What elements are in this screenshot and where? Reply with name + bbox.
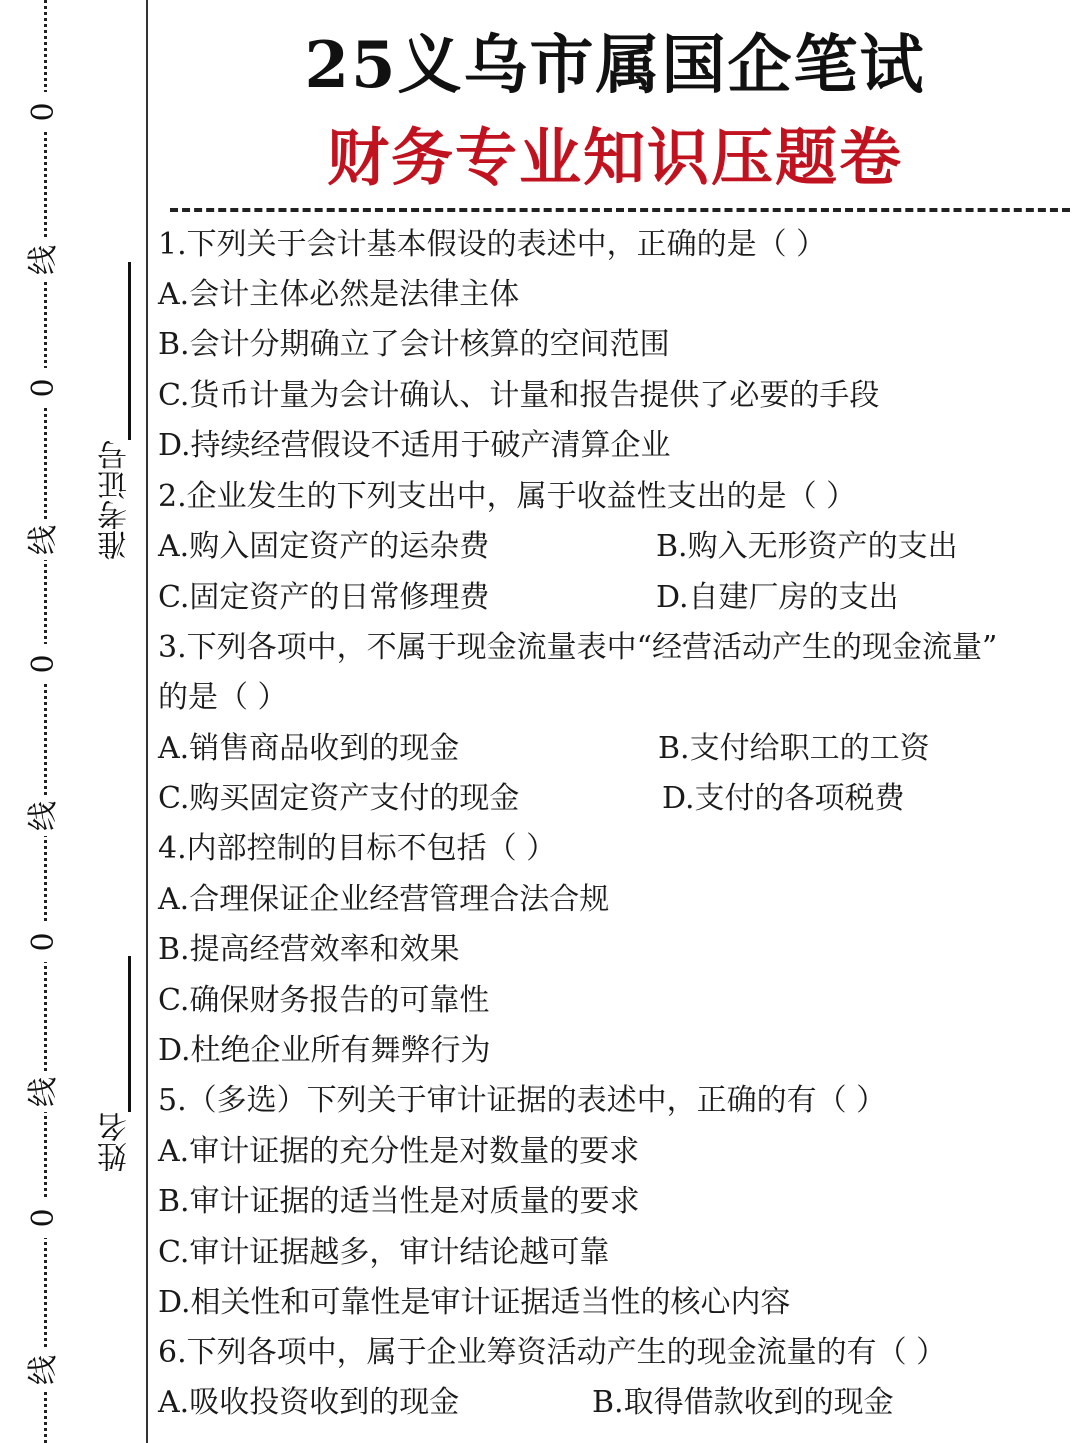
question-3-option-d: D.支付的各项税费 xyxy=(662,781,905,816)
page-title: 25义乌市属国企笔试 xyxy=(304,28,926,103)
margin-circle-mark: 0 xyxy=(24,368,64,408)
question-3-option-a: A.销售商品收到的现金 xyxy=(158,731,460,766)
margin-divider xyxy=(146,0,148,1443)
question-4-stem: 4.内部控制的目标不包括（ ） xyxy=(158,831,557,866)
question-1-option-b: B.会计分期确立了会计核算的空间范围 xyxy=(158,327,670,362)
question-5-option-a: A.审计证据的充分性是对数量的要求 xyxy=(158,1134,640,1169)
question-2-option-a: A.购入固定资产的运杂费 xyxy=(158,529,490,564)
margin-line-mark: 线 xyxy=(24,520,64,560)
dashed-divider xyxy=(170,208,1070,212)
question-5-option-d: D.相关性和可靠性是审计证据适当性的核心内容 xyxy=(158,1285,791,1320)
binding-margin xyxy=(0,0,148,1443)
question-1-stem: 1.下列关于会计基本假设的表述中，正确的是（ ） xyxy=(158,227,827,262)
question-2-option-d: D.自建厂房的支出 xyxy=(656,580,899,615)
question-2-option-c: C.固定资产的日常修理费 xyxy=(158,580,490,615)
question-6-option-a: A.吸收投资收到的现金 xyxy=(158,1385,460,1420)
question-3-stem-continued: 的是（ ） xyxy=(158,680,288,715)
question-6-option-b: B.取得借款收到的现金 xyxy=(592,1385,894,1420)
margin-circle-mark: 0 xyxy=(24,644,64,684)
question-1-option-d: D.持续经营假设不适用于破产清算企业 xyxy=(158,428,671,463)
margin-circle-mark: 0 xyxy=(24,92,64,132)
name-label: 姓名 xyxy=(98,1112,133,1172)
exam-id-label: 准考证号 xyxy=(98,440,133,560)
question-4-option-c: C.确保财务报告的可靠性 xyxy=(158,983,490,1018)
question-1-option-c: C.货币计量为会计确认、计量和报告提供了必要的手段 xyxy=(158,378,880,413)
question-4-option-d: D.杜绝企业所有舞弊行为 xyxy=(158,1033,491,1068)
question-3-option-b: B.支付给职工的工资 xyxy=(658,731,930,766)
exam-id-fill-line xyxy=(128,262,131,440)
margin-circle-mark: 0 xyxy=(24,922,64,962)
question-5-option-c: C.审计证据越多，审计结论越可靠 xyxy=(158,1235,610,1270)
margin-line-mark: 线 xyxy=(24,1072,64,1112)
margin-circle-mark: 0 xyxy=(24,1198,64,1238)
question-4-option-a: A.合理保证企业经营管理合法合规 xyxy=(158,882,610,917)
question-3-stem: 3.下列各项中，不属于现金流量表中“经营活动产生的现金流量” xyxy=(158,630,998,665)
margin-line-mark: 线 xyxy=(24,240,64,280)
margin-line-mark: 线 xyxy=(24,796,64,836)
question-1-option-a: A.会计主体必然是法律主体 xyxy=(158,277,520,312)
name-fill-line xyxy=(128,956,131,1112)
question-5-option-b: B.审计证据的适当性是对质量的要求 xyxy=(158,1184,640,1219)
question-2-option-b: B.购入无形资产的支出 xyxy=(656,529,958,564)
question-3-option-c: C.购买固定资产支付的现金 xyxy=(158,781,520,816)
question-2-stem: 2.企业发生的下列支出中，属于收益性支出的是（ ） xyxy=(158,479,857,514)
question-6-stem: 6.下列各项中，属于企业筹资活动产生的现金流量的有（ ） xyxy=(158,1335,947,1370)
margin-line-mark: 线 xyxy=(24,1350,64,1390)
question-5-stem: 5.（多选）下列关于审计证据的表述中，正确的有（ ） xyxy=(158,1083,887,1118)
page-subtitle: 财务专业知识压题卷 xyxy=(326,121,903,194)
question-4-option-b: B.提高经营效率和效果 xyxy=(158,932,460,967)
